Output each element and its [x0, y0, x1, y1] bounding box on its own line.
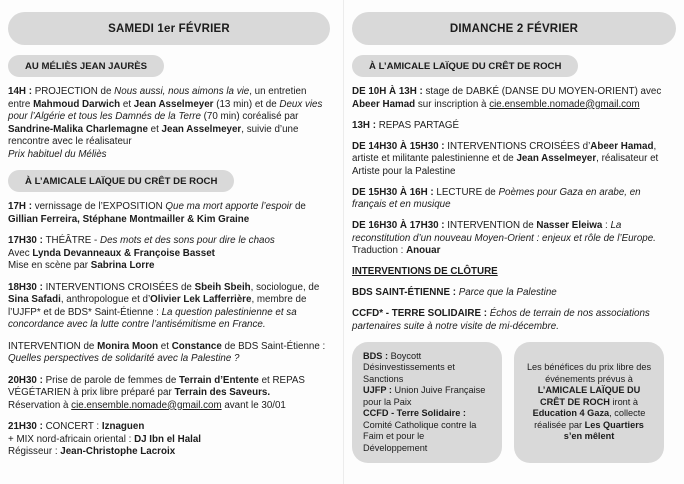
text-segment: 20H30 :	[8, 374, 46, 386]
bottom-boxes	[352, 342, 676, 464]
saturday-column	[8, 12, 330, 468]
text-segment: vernissage de l’EXPOSITION	[34, 201, 166, 212]
event-14h30-15h30-interventions	[352, 141, 676, 179]
text-segment: Gillian Ferreira, Stéphane Montmailler & Kim Graine	[8, 213, 250, 225]
text-segment: Traduction :	[352, 245, 407, 256]
text-segment: Sbeih Sbeih	[194, 281, 251, 293]
event-13h-repas	[352, 120, 676, 133]
event-20h30-repas	[8, 375, 330, 413]
text-segment: Quelles perspectives de solidarité avec la Palestine ?	[8, 353, 240, 364]
text-segment: PROJECTION de	[34, 86, 115, 97]
text-segment: Boycott Désinvestissements et Sanctions	[363, 350, 455, 384]
text-segment: Jean Asselmeyer	[161, 123, 242, 135]
text-segment: (13 min) et de	[213, 98, 280, 110]
text-segment: Jean-Christophe Lacroix	[60, 446, 176, 457]
text-segment: Abeer Hamad	[590, 140, 654, 152]
text-segment: avant le 30/01	[221, 399, 286, 411]
text-segment: DE 14H30 À 15H30 :	[352, 140, 448, 152]
text-segment: Anouar	[406, 245, 441, 256]
text-segment: DE 10H À 13H :	[352, 86, 426, 97]
text-segment: Jean Asselmeyer	[516, 153, 597, 164]
event-16h30-17h30-intervention	[352, 220, 676, 258]
text-segment: Monira Moon	[97, 340, 159, 352]
text-segment: Nasser Eleiwa	[536, 220, 603, 231]
text-segment: Olivier Lek Lafferrière	[150, 294, 252, 305]
text-segment: , collecte réalisée par	[534, 408, 646, 430]
closing-bds-saint-etienne	[352, 287, 676, 300]
text-segment: L’AMICALE LAÏQUE DU CRÊT DE ROCH	[537, 385, 641, 407]
text-segment: Régisseur :	[8, 446, 61, 457]
text-segment: Lynda Devanneaux & Françoise Basset	[32, 247, 215, 259]
text-segment: INTERVENTIONS CROISÉES d’	[447, 140, 591, 152]
text-segment: , réalisateur et Artiste pour la Palestine	[352, 153, 659, 177]
event-14h-projection	[8, 86, 330, 161]
text-segment: 17H30 :	[8, 235, 46, 246]
text-segment: (70 min) coréalisé par	[200, 111, 299, 122]
text-segment: CONCERT :	[45, 421, 102, 432]
text-segment: 14H :	[8, 86, 35, 97]
event-17h-vernissage	[8, 201, 330, 226]
text-segment: et REPAS VÉGÉTARIEN à prix libre préparé par	[8, 374, 305, 398]
text-segment: Mise en scène par	[8, 260, 91, 271]
venue-amicale-sunday-label: À L’AMICALE LAÏQUE DU CRÊT DE ROCH	[369, 61, 562, 72]
sunday-header-label: DIMANCHE 2 FÉVRIER	[449, 22, 579, 35]
text-segment: BDS SAINT-ÉTIENNE :	[352, 287, 459, 298]
text-segment: INTERVENTIONS CROISÉES de	[45, 281, 195, 293]
text-segment: , anthropologue et d’	[60, 294, 151, 305]
text-segment: Sina Safadi	[8, 294, 61, 305]
event-17h30-theatre	[8, 235, 330, 273]
text-segment: et	[158, 340, 172, 352]
text-segment: , un entretien entre	[8, 86, 307, 110]
event-18h30-interventions	[8, 282, 330, 332]
column-divider	[343, 0, 344, 484]
text-segment: Prise de parole de femmes de	[45, 374, 179, 386]
venue-melies-label: AU MÉLIÈS JEAN JAURÈS	[25, 61, 148, 72]
text-segment: Nous aussi, nous aimons la vie	[114, 86, 250, 97]
text-segment: Jean Asselmeyer	[133, 98, 214, 110]
text-segment: LECTURE de	[436, 186, 499, 198]
saturday-header-label: SAMEDI 1er FÉVRIER	[108, 22, 230, 35]
text-segment: 21H30 :	[8, 421, 46, 432]
text-segment: DE 15H30 À 16H :	[352, 186, 437, 198]
text-segment: CCFD - Terre Solidaire :	[363, 408, 466, 418]
donation-box	[514, 342, 664, 464]
event-15h30-16h-lecture	[352, 187, 676, 212]
text-segment: , artiste et militante palestinienne et de	[352, 140, 657, 164]
text-segment: :	[602, 220, 611, 231]
text-segment: Terrain des Saveurs.	[174, 387, 271, 398]
text-segment: Constance	[171, 340, 222, 352]
text-segment: sur inscription à	[415, 98, 490, 110]
text-segment: de	[292, 201, 306, 212]
text-segment: THÉÂTRE -	[45, 235, 101, 246]
email-link[interactable]: cie.ensemble.nomade@gmail.com	[489, 98, 640, 110]
text-segment: Iznaguen	[101, 421, 145, 432]
text-segment: Union Juive Française pour la Paix	[363, 385, 486, 407]
event-10h-13h-dabke	[352, 86, 676, 111]
text-segment: Terrain d’Entente	[179, 374, 259, 386]
saturday-header-pill	[8, 12, 330, 45]
text-segment: stage de DABKÉ (DANSE DU MOYEN-ORIENT) avec	[425, 86, 662, 97]
text-segment: et	[120, 98, 134, 110]
text-segment: Que ma mort apporte l’espoir	[165, 201, 293, 212]
text-segment: Comité Catholique contre la Faim et pour le Développement	[363, 419, 477, 453]
text-segment: , suivie d’une rencontre avec le réalisateur	[8, 123, 299, 147]
text-segment: , membre de l’UJFP* et de BDS* Saint-Étienne :	[8, 294, 307, 318]
venue-amicale-saturday-label: À L’AMICALE LAÏQUE DU CRÊT DE ROCH	[25, 176, 218, 187]
text-segment: Sabrina Lorre	[90, 260, 155, 271]
text-segment: La reconstitution d’un nouveau Moyen-Orient : enjeux et rôle de l’Europe.	[352, 220, 656, 244]
text-segment: de BDS Saint-Étienne :	[221, 340, 326, 352]
text-segment: DE 16H30 À 17H30 :	[352, 220, 448, 231]
text-segment: Education 4 Gaza	[532, 408, 610, 418]
text-segment: CCFD* - TERRE SOLIDAIRE :	[352, 308, 490, 319]
text-segment: Deux vies pour l’Algérie et tous les Damnés de la Terre	[8, 98, 323, 122]
text-segment: 13H :	[352, 119, 379, 131]
text-segment: Avec	[8, 247, 33, 259]
text-segment: + MIX nord-africain oriental :	[8, 433, 135, 445]
text-segment: 18H30 :	[8, 281, 46, 293]
venue-pill-amicale-sunday	[352, 55, 578, 77]
text-segment: Les bénéfices du prix libre des événements prévus à	[526, 362, 652, 384]
text-segment: INTERVENTION de	[8, 340, 98, 352]
venue-pill-amicale-saturday	[8, 170, 234, 192]
text-segment: Les Quartiers s’en mêlent	[563, 419, 644, 441]
email-link[interactable]: cie.ensemble.nomade@gmail.com	[71, 399, 222, 411]
sunday-header-pill	[352, 12, 676, 45]
text-segment: Abeer Hamad	[352, 98, 416, 110]
text-segment: 17H :	[8, 201, 35, 212]
closing-ccfd-terre-solidaire	[352, 308, 676, 333]
text-segment: La question palestinienne et sa concordance avec la lutte contre l’antisémitisme en France.	[8, 306, 297, 330]
closing-interventions-heading	[352, 266, 676, 279]
text-segment: REPAS PARTAGÉ	[378, 119, 460, 131]
text-segment: Mahmoud Darwich	[33, 98, 121, 110]
text-segment: Prix habituel du Méliès	[8, 148, 107, 160]
donation-box-text	[525, 362, 653, 443]
text-segment: iront à	[609, 396, 639, 407]
text-segment: Poèmes pour Gaza en arabe, en français et en musique	[352, 186, 641, 210]
text-segment: Parce que la Palestine	[458, 287, 557, 298]
text-segment: DJ Ibn el Halal	[134, 433, 202, 445]
text-segment: , sociologue, de	[250, 281, 320, 293]
event-21h30-concert	[8, 421, 330, 459]
text-segment: UJFP :	[363, 385, 395, 395]
glossary-box	[352, 342, 502, 464]
text-segment: BDS :	[363, 350, 391, 361]
text-segment: INTERVENTION de	[447, 220, 537, 231]
venue-pill-melies	[8, 55, 164, 77]
sunday-column	[352, 12, 676, 463]
text-segment: Échos de terrain de nos associations partenaires suite à notre visite de mi-décembre.	[352, 308, 650, 332]
event-intervention-bds	[8, 341, 330, 366]
text-segment: et	[147, 123, 162, 135]
text-segment: INTERVENTIONS DE CLÔTURE	[352, 266, 498, 277]
text-segment: Sandrine-Malika Charlemagne	[8, 123, 148, 135]
text-segment: Des mots et des sons pour dire le chaos	[100, 235, 275, 246]
text-segment: Réservation à	[8, 399, 72, 411]
